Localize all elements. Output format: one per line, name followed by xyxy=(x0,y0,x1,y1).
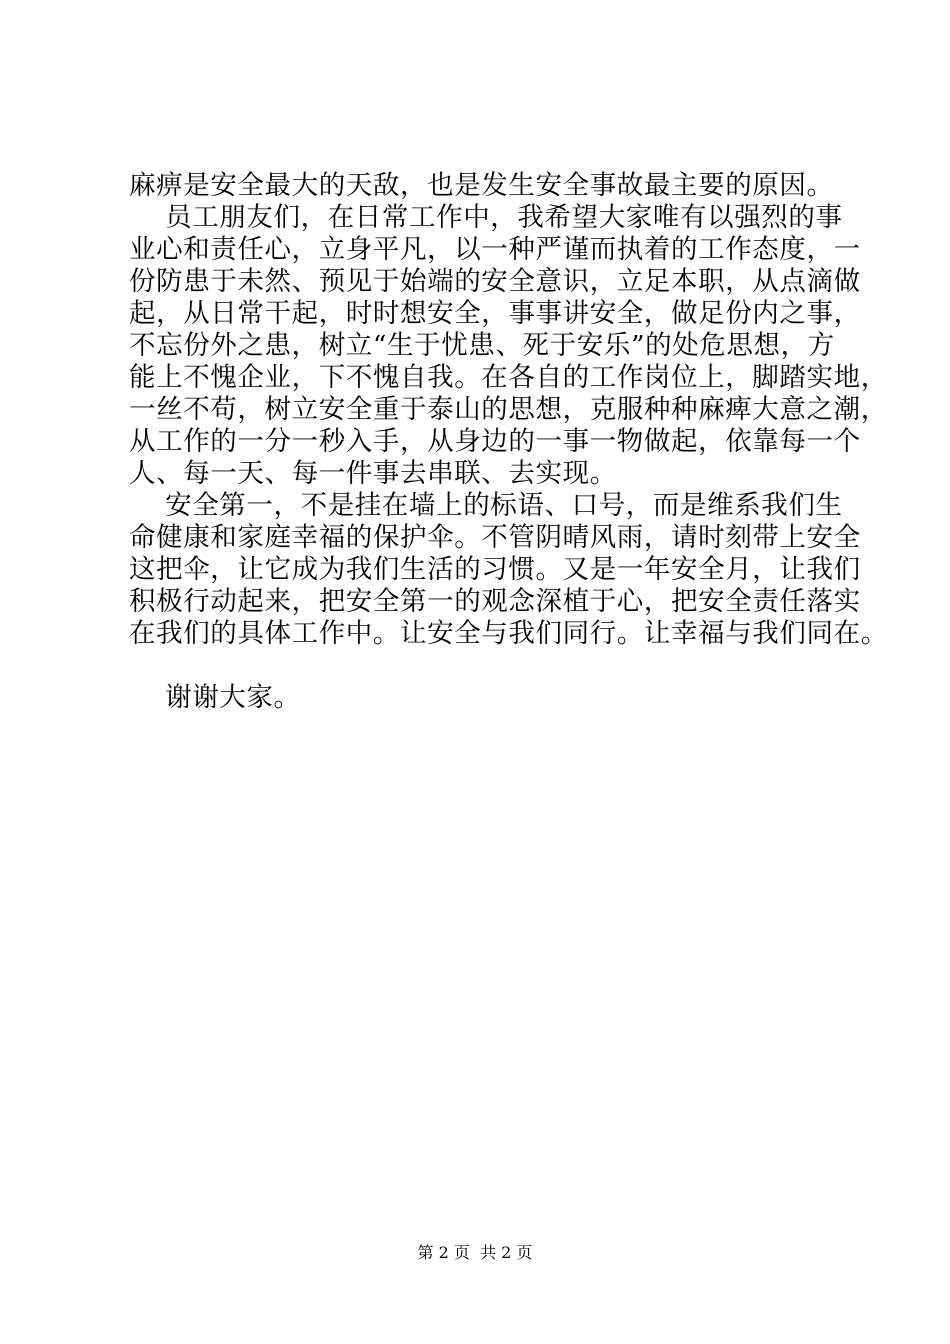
text-line: 人、每一天、每一件事去串联、去实现。 xyxy=(129,458,617,489)
text-line: 份防患于未然、预见于始端的安全意识，立足本职，从点滴做 xyxy=(129,266,861,297)
text-line: 能上不愧企业，下不愧自我。在各自的工作岗位上，脚踏实地， xyxy=(129,362,888,393)
text-line: 安全第一，不是挂在墙上的标语、口号，而是维系我们生 xyxy=(129,490,843,521)
text-line: 在我们的具体工作中。让安全与我们同行。让幸福与我们同在。 xyxy=(129,618,888,649)
text-line: 积极行动起来，把安全第一的观念深植于心，把安全责任落实 xyxy=(129,586,861,617)
text-line: 业心和责任心，立身平凡，以一种严谨而执着的工作态度，一 xyxy=(129,234,861,265)
text-line: 这把伞，让它成为我们生活的习惯。又是一年安全月，让我们 xyxy=(129,554,861,585)
closing-line: 谢谢大家。 xyxy=(129,682,301,713)
text-line: 员工朋友们，在日常工作中，我希望大家唯有以强烈的事 xyxy=(129,202,843,233)
text-line: 一丝不苟，树立安全重于泰山的思想，克服种种麻痺大意之潮， xyxy=(129,394,888,425)
text-line: 命健康和家庭幸福的保护伞。不管阴晴风雨，请时刻带上安全 xyxy=(129,522,861,553)
text-line: 不忘份外之患，树立“生于忧患、死于安乐”的处危思想，方 xyxy=(129,330,835,361)
page-number: 第 2 页 共 2 页 xyxy=(417,1243,533,1262)
text-line: 麻痹是安全最大的天敌，也是发生安全事故最主要的原因。 xyxy=(129,170,834,201)
text-line: 起，从日常干起，时时想安全，事事讲安全，做足份内之事， xyxy=(129,298,861,329)
text-line: 从工作的一分一秒入手，从身边的一事一物做起，依靠每一个 xyxy=(129,426,861,457)
document-body xyxy=(129,170,888,714)
paragraph-gap xyxy=(129,650,849,682)
